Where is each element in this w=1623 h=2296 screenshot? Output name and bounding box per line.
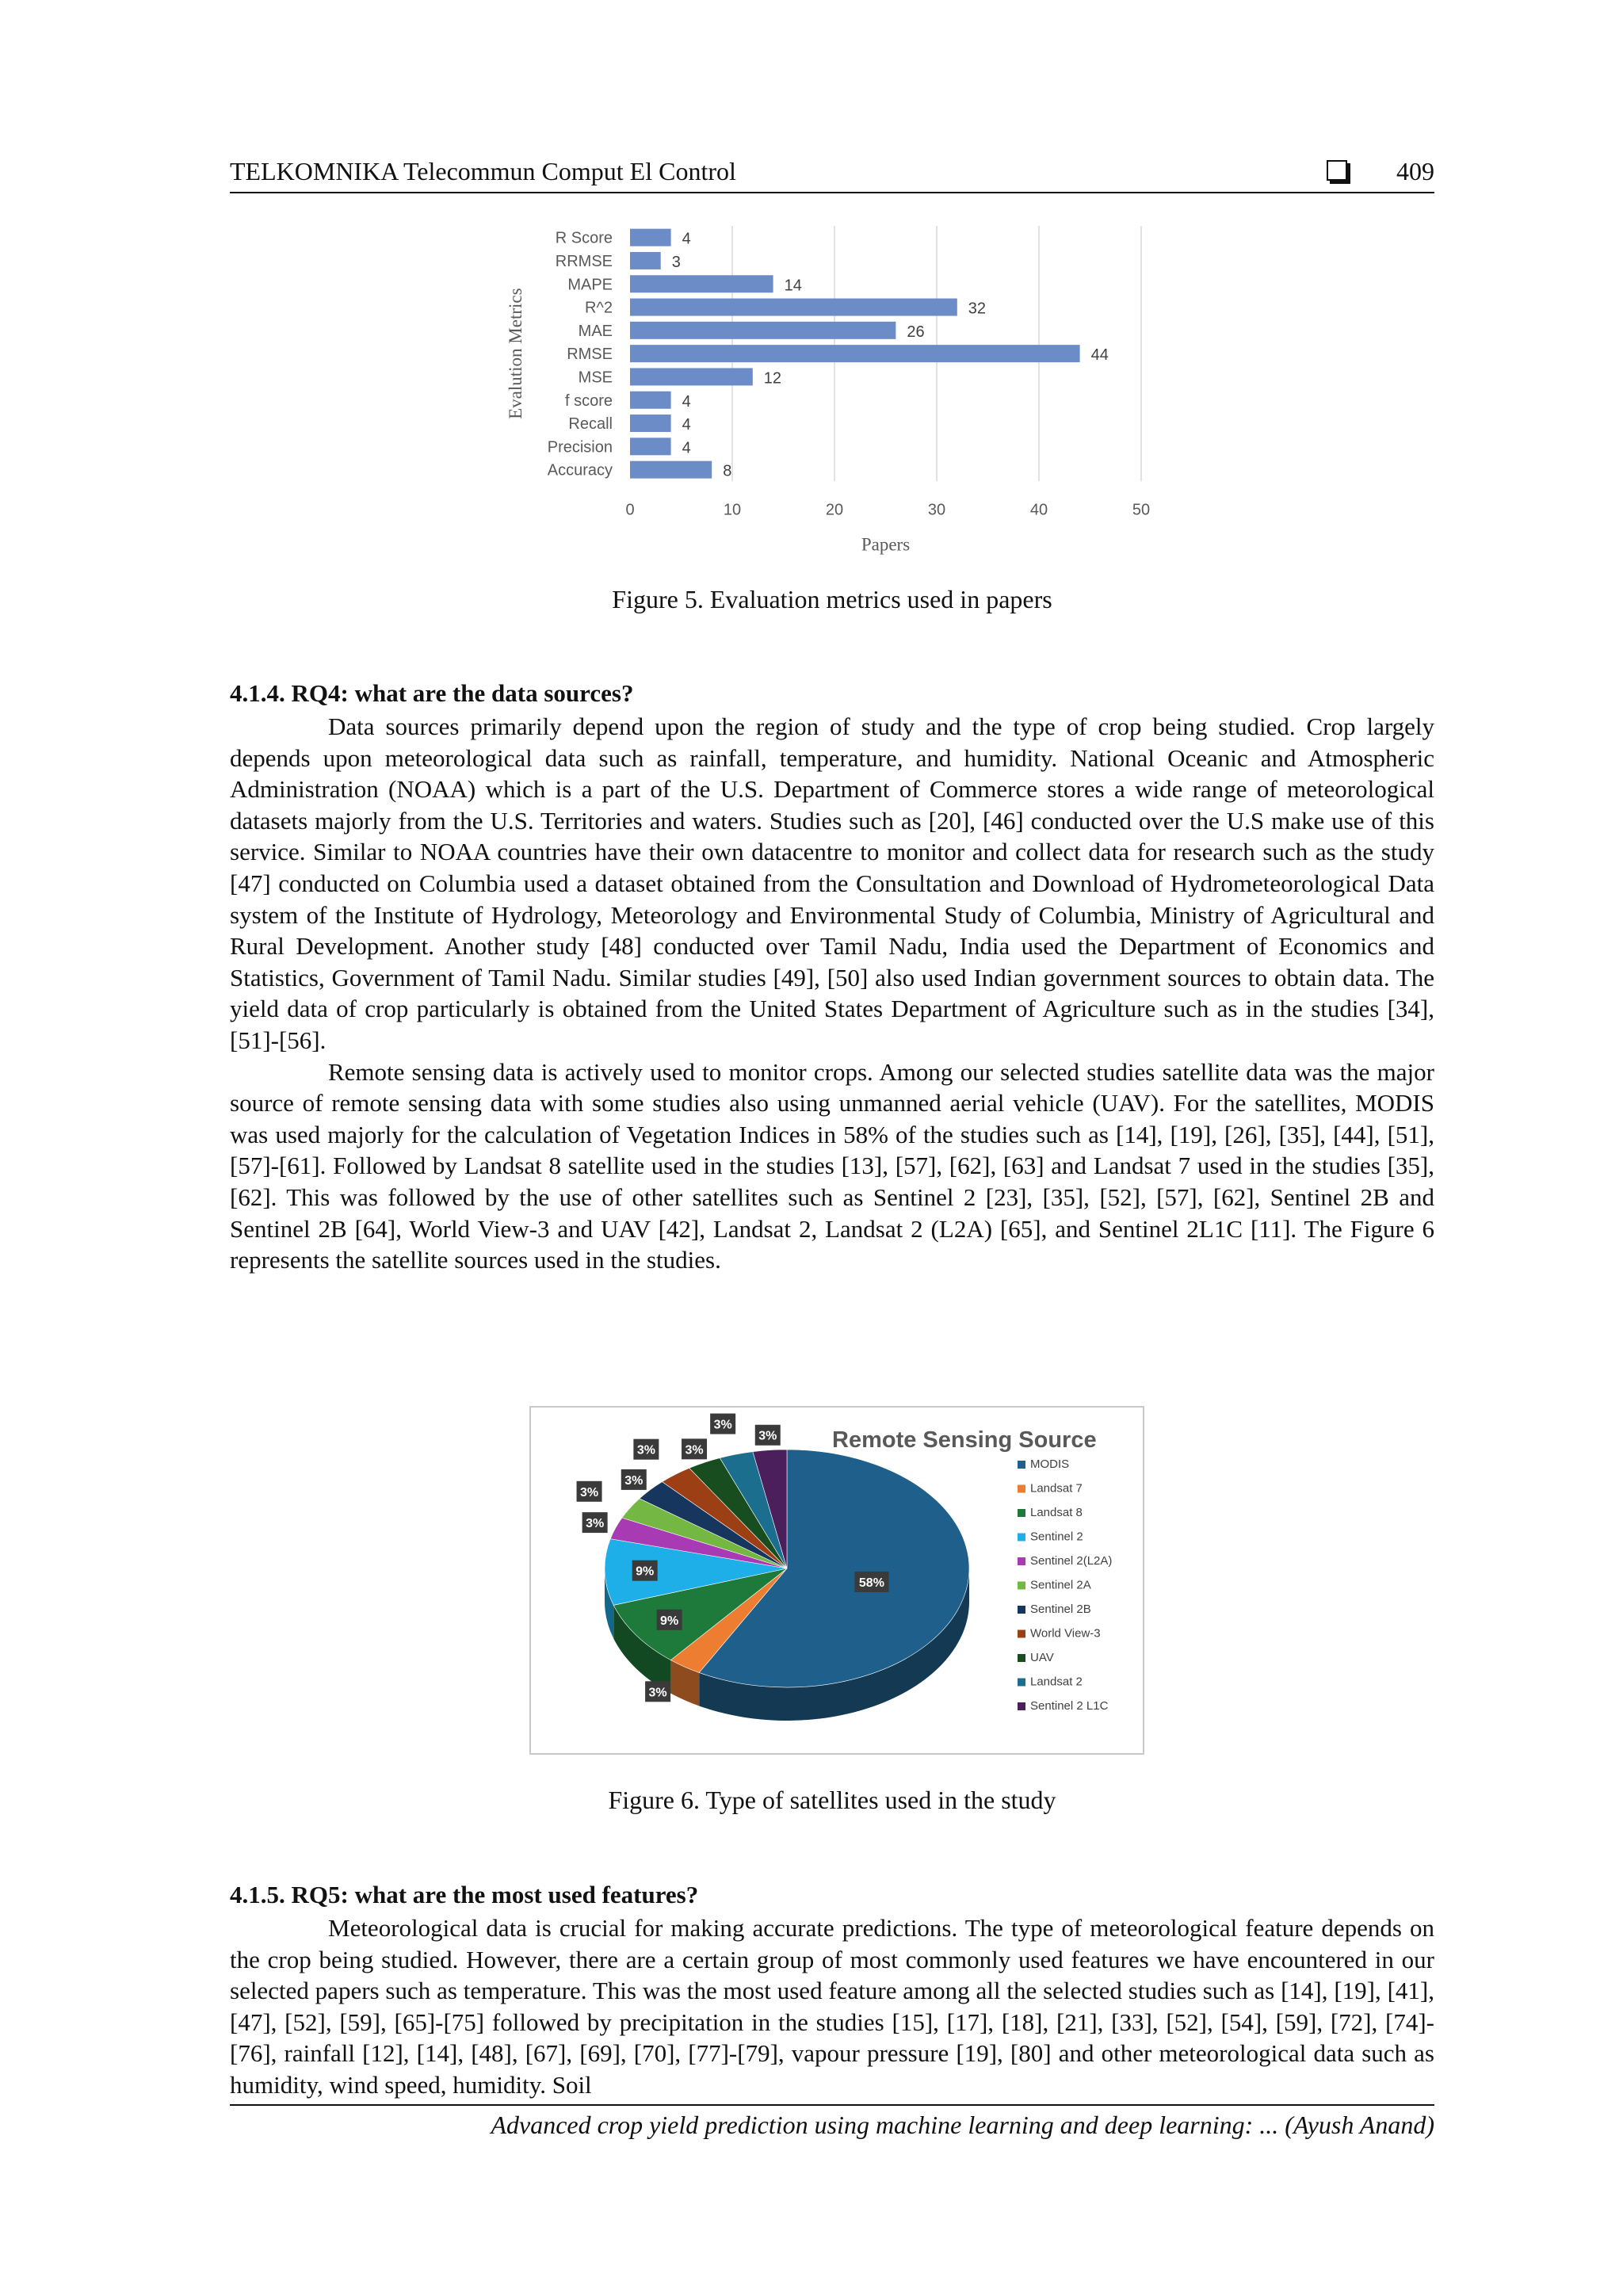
bar (630, 252, 661, 269)
data-label: 3 (671, 253, 681, 271)
data-label: 8 (723, 462, 732, 480)
legend-label: Landsat 8 (1030, 1506, 1083, 1519)
bar (630, 322, 896, 339)
data-label: 3% (636, 1443, 655, 1457)
legend-label: MODIS (1030, 1457, 1070, 1471)
legend-swatch (1018, 1461, 1025, 1469)
legend-label: Sentinel 2(L2A) (1030, 1554, 1113, 1568)
data-label: 14 (784, 277, 802, 295)
data-label: 4 (682, 439, 691, 457)
bar (630, 368, 753, 385)
data-label: 9% (636, 1564, 655, 1579)
y-tick-label: MAPE (567, 276, 613, 294)
y-tick-label: RRMSE (555, 252, 613, 270)
legend-swatch (1018, 1630, 1025, 1638)
x-tick-label: 0 (625, 501, 635, 519)
section-4-1-5-body (230, 1912, 1434, 2101)
y-axis-label: Evalution Metrics (506, 288, 525, 419)
y-tick-label: f score (564, 392, 613, 410)
legend-label: World View-3 (1030, 1626, 1101, 1641)
data-label: 12 (763, 369, 782, 388)
bar (630, 275, 773, 292)
running-title: Advanced crop yield prediction using machine learning and deep learning: ... (Ayush Anand) (491, 2111, 1434, 2139)
y-tick-label: RMSE (567, 346, 613, 364)
figure-5-bar-chart (491, 214, 1205, 555)
legend-label: Landsat 2 (1030, 1675, 1083, 1689)
x-tick-label: 20 (825, 501, 844, 519)
bar (630, 229, 671, 246)
data-label: 4 (682, 392, 691, 411)
y-tick-label: MAE (578, 322, 613, 340)
data-label: 44 (1090, 346, 1109, 365)
x-tick-label: 40 (1029, 501, 1048, 519)
section-4-1-4-title: 4.1.4. RQ4: what are the data sources? (230, 679, 634, 707)
data-label: 3% (586, 1517, 605, 1531)
legend-swatch (1018, 1606, 1025, 1614)
journal-title: TELKOMNIKA Telecommun Comput El Control (230, 157, 736, 185)
page-number: 409 (1396, 157, 1434, 185)
y-tick-label: Precision (547, 438, 613, 457)
bar (630, 415, 671, 432)
figure-5-caption: Figure 5. Evaluation metrics used in papers (612, 585, 1052, 613)
data-label: 3% (579, 1485, 599, 1499)
legend-label: Sentinel 2A (1030, 1578, 1091, 1592)
x-tick-label: 30 (927, 501, 946, 519)
data-label: 4 (682, 416, 691, 434)
paragraph: Remote sensing data is actively used to monitor crops. Among our selected studies satellite data was the major source of remote sensing data with some studies also using unmanned aerial vehicle (UAV). For the satellites, MODIS was used majorly for the calculation of Vegetation Indices in 58% of the studies such as [14], [19], [26], [35], [44], [51], [57]-[61]. Followed by Landsat 8 satellite used in the studies [13], [57], [62], [63] and Landsat 7 used in the studies [35], [62]. This was followed by the use of other satellites such as Sentinel 2 [23], [35], [52], [57], [62], Sentinel 2B and Sentinel 2B [64], World View-3 and UAV [42], Landsat 2, Landsat 2 (L2A) [65], and Sentinel 2L1C [11]. The Figure 6 represents the satellite sources used in the studies. (230, 1057, 1434, 1274)
y-tick-label: Recall (568, 415, 613, 434)
bar (630, 299, 957, 316)
legend-swatch (1018, 1557, 1025, 1565)
paragraph: Data sources primarily depend upon the region of study and the type of crop being studied. Crop largely depends upon meteorological data such as rainfall, temperature, and humidity. National Oceanic and Atmospheric Administration (NOAA) which is a part of the U.S. Department of Commerce stores a wide range of meteorological datasets majorly from the U.S. Territories and waters. Studies such as [20], [46] conducted over the U.S make use of this service. Similar to NOAA countries have their own datacentre to monitor and collect data for research such as the study [47] conducted on Columbia used a dataset obtained from the Consultation and Download of Hydrometeorological Data system of the Institute of Hydrology, Meteorology and Environmental Study of Columbia, Ministry of Agricultural and Rural Development. Another study [48] conducted over Tamil Nadu, India used the Department of Economics and Statistics, Government of Tamil Nadu. Similar studies [49], [50] also used Indian government sources to obtain data. The yield data of crop particularly is obtained from the United States Department of Agriculture such as in the studies [34], [51]-[56]. (230, 712, 1434, 1054)
x-tick-label: 10 (723, 501, 742, 519)
legend-swatch (1018, 1654, 1025, 1662)
data-label: 32 (968, 300, 987, 318)
legend-swatch (1018, 1534, 1025, 1541)
legend-swatch (1018, 1485, 1025, 1493)
paragraph: Meteorological data is crucial for making accurate predictions. The type of meteorological feature depends on the crop being studied. However, there are a certain group of most commonly used features we have encountered in our selected papers such as temperature. This was the most used feature among all the selected studies such as [14], [19], [41], [47], [52], [59], [65]-[75] followed by precipitation in the studies [15], [17], [18], [21], [33], [52], [54], [59], [72], [74]-[76], rainfall [12], [14], [48], [67], [69], [70], [77]-[79], vapour pressure [19], [80] and other meteorological data such as humidity, wind speed, humidity. Soil (230, 1914, 1434, 2099)
data-label: 26 (907, 323, 925, 341)
figure-6-caption: Figure 6. Type of satellites used in the study (608, 1786, 1056, 1814)
x-axis-label: Papers (861, 534, 911, 555)
data-label: 4 (682, 230, 691, 248)
pie-top (605, 1450, 969, 1687)
chart-title: Remote Sensing Source (832, 1427, 1097, 1453)
page-header (230, 155, 1434, 193)
data-label: 3% (685, 1443, 704, 1457)
data-label: 3% (624, 1473, 643, 1488)
data-label: 58% (858, 1576, 884, 1590)
legend-swatch (1018, 1702, 1025, 1710)
square-bullet-icon (1327, 160, 1347, 181)
footer-rule (230, 2104, 1434, 2106)
legend-label: Sentinel 2B (1030, 1603, 1091, 1616)
legend-swatch (1018, 1582, 1025, 1590)
legend-label: Landsat 7 (1030, 1481, 1083, 1496)
y-tick-label: R^2 (585, 299, 613, 317)
section-4-1-5-title: 4.1.5. RQ5: what are the most used features? (230, 1881, 699, 1908)
data-label: 9% (660, 1614, 679, 1628)
legend-swatch (1018, 1509, 1025, 1517)
x-tick-label: 50 (1132, 501, 1151, 519)
legend-label: Sentinel 2 L1C (1030, 1699, 1109, 1713)
data-label: 3% (648, 1686, 667, 1700)
bar (630, 437, 671, 455)
y-tick-label: R Score (555, 229, 613, 247)
section-4-1-4-body (230, 711, 1434, 1276)
bar (630, 392, 671, 409)
figure-6-pie-chart (529, 1406, 1144, 1755)
legend-label: Sentinel 2 (1030, 1530, 1083, 1544)
bar (630, 345, 1080, 362)
legend-label: UAV (1030, 1651, 1054, 1664)
y-tick-label: Accuracy (547, 461, 613, 479)
data-label: 3% (758, 1429, 777, 1443)
data-label: 3% (713, 1418, 732, 1432)
legend-swatch (1018, 1679, 1025, 1687)
bar (630, 461, 712, 479)
y-tick-label: MSE (578, 369, 613, 387)
